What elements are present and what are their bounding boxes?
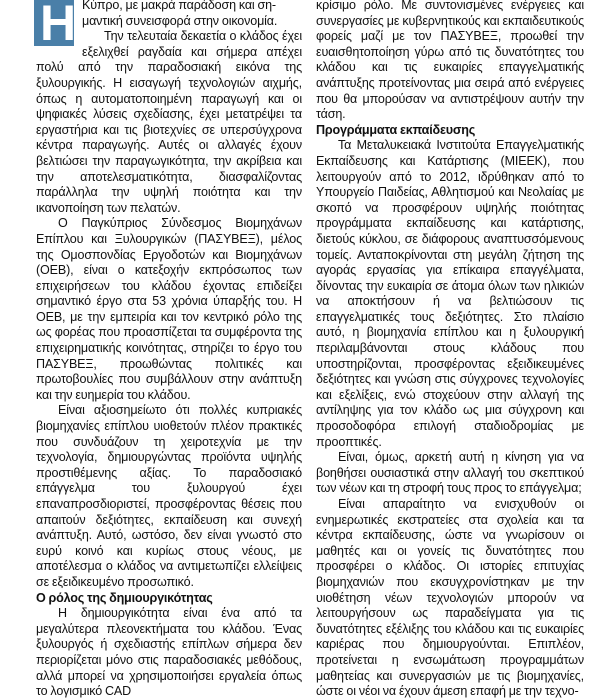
left-paragraph-4: Η δημιουργικότητα είναι ένα από τα μεγαλύτερα πλεονεκτήματα του κλάδου. Ένας ξυλουργός ή σχεδιαστής επίπλων σήμερα δεν περιορίζεται μόνο στις παραδοσιακές μεθόδους, αλλά μπορεί να χρησιμοποιήσει εργαλεία όπως το λογισμικό CAD	[36, 606, 302, 699]
section-heading-education: Προγράμματα εκπαίδευσης	[316, 122, 476, 137]
left-column	[36, 0, 302, 700]
right-paragraph-0: κρίσιμο ρόλο. Με συντονισμένες ενέργειες και συνεργασίες με κυβερνητικούς και εκπαιδευτικούς φορείς μαζί με τον ΠΑΣΥΒΕΞ, προωθεί την ευαισθητοποίηση γύρω από τις δυνατότητες του κλάδου και τις ευκαιρίες επαγγελματικής ανάπτυξης προτείνοντας μια σειρά από ενέργειες που θα μπορούσαν να αντιστρέψουν αυτήν την τάση.	[316, 0, 584, 122]
section-heading-creativity: Ο ρόλος της δημιουργικότητας	[36, 590, 213, 605]
intro-line-1: Κύπρο, με μακρά παράδοση και ση-	[82, 0, 276, 12]
intro-line-2: μαντική συνεισφορά στην οικονομία.	[82, 13, 278, 28]
right-column	[316, 0, 584, 700]
left-paragraph-3: Είναι αξιοσημείωτο ότι πολλές κυπριακές βιομηχανίες επίπλου υιοθετούν πλέον πρακτικές που συνδυάζουν τη χειροτεχνία με την τεχνολογία, δημιουργώντας προϊόντα υψηλής προστιθέμενης αξίας. Το παραδοσιακό επάγγελμα του ξυλουργού έχει επαναπροσδιοριστεί, προσφέροντας θέσεις που απαιτούν δεξιότητες, εκπαίδευση και συνεχή ανάπτυξη. Αυτό, ωστόσο, δεν είναι γνωστό στο ευρύ κοινό και κυρίως στους νέους, με αποτέλεσμα ο κλάδος να αντιμετωπίζει ελλείψεις σε εξειδικευμένο προσωπικό.	[36, 403, 302, 589]
left-paragraph-1: Την τελευταία δεκαετία ο κλάδος έχει εξελιχθεί ραγδαία και σήμερα απέχει πολύ από την παραδοσιακή εικόνα της ξυλουργικής. Η εισαγωγή τεχνολογιών αιχμής, όπως η αυτοματοποιημένη παραγωγή και οι ψηφιακές λύσεις σχεδίασης, έχει μετατρέψει τα εργαστήρια και τις βιοτεχνίες σε υπερσύγχρονα κέντρα παραγωγής. Αυτές οι αλλαγές έχουν βελτιώσει την παραγωγικότητα, την ακρίβεια και την αποτελεσματικότητα, διασφαλίζοντας παράλληλα την υψηλή ποιότητα και την ικανοποίηση των πελατών.	[36, 29, 302, 215]
drop-cap-letter: Η	[40, 0, 76, 51]
right-paragraph-2: Είναι, όμως, αρκετή αυτή η κίνηση για να βοηθήσει ουσιαστικά στην αλλαγή του σκεπτικού των νέων και τη στροφή τους προς το επάγγελμα;	[316, 450, 584, 496]
column-gutter	[304, 0, 305, 700]
left-paragraph-2: Ο Παγκύπριος Σύνδεσμος Βιομηχάνων Επίπλου και Ξυλουργικών (ΠΑΣΥΒΕΞ), μέλος της Ομοσπονδίας Εργοδοτών και Βιομηχάνων (ΟΕΒ), είναι ο κατεξοχήν εκπρόσωπος των επιχειρήσεων του κλάδου έχοντας επιδείξει σημαντικό έργο στα 53 χρόνια ύπαρξής του. Η ΟΕΒ, με την εμπειρία και τον κεντρικό ρόλο της ως φορέας που προασπίζεται τα συμφέροντα της επιχειρηματικής κοινότητας, στηρίζει το έργο του ΠΑΣΥΒΕΞ, προωθώντας πολιτικές και πρωτοβουλίες που συμβάλλουν στην ανάπτυξη και την ευημερία του κλάδου.	[36, 216, 302, 402]
right-paragraph-1: Τα Μεταλυκειακά Ινστιτούτα Επαγγελματικής Εκπαίδευσης και Κατάρτισης (ΜΙΕΕΚ), που λειτουργούν από το 2012, ιδρύθηκαν από το Υπουργείο Παιδείας, Αθλητισμού και Νεολαίας με σκοπό να προσφέρουν υψηλής ποιότητας προγράμματα εκπαίδευσης και κατάρτισης, διετούς κύκλου, σε διάφορους αναπτυσσόμενους τομείς. Ανταποκρίνονται στη μεγάλη ζήτηση της αγοράς εργασίας για επίκαιρα επαγγέλματα, δίνοντας την ευκαιρία σε άτομα όλων των ηλικιών να αποκτήσουν ή να βελτιώσουν τις επαγγελματικές τους δεξιότητες. Στο πλαίσιο αυτό, η βιομηχανία επίπλου και η ξυλουργική περιλαμβάνονται στους κλάδους που υποστηρίζονται, προσφέροντας εξειδικευμένες δεξιότητες και γνώση στις σύγχρονες τεχνολογίες και εξελίξεις, ενώ στοχεύουν στην αλλαγή της αντίληψης για τον κλάδο ως μια σύγχρονη και προσοδοφόρα επιλογή σταδιοδρομίας με προοπτικές.	[316, 138, 584, 449]
drop-cap	[34, 0, 76, 51]
right-paragraph-3: Είναι απαραίτητο να ενισχυθούν οι ενημερωτικές εκστρατείες στα σχολεία και τα κέντρα εκπαίδευσης, ώστε να γνωρίσουν οι μαθητές και οι γονείς τις δυνατότητες που προσφέρει ο κλάδος. Οι ιστορίες επιτυχίας βιομηχανιών που εκσυγχρονίστηκαν με την υιοθέτηση νέων τεχνολογιών μπορούν να λειτουργήσουν ως παραδείγματα για τις δυνατότητες εξέλιξης του κλάδου και τις ευκαιρίες καριέρας που δημιουργούνται. Επιπλέον, προτείνεται η ενσωμάτωση προγραμμάτων μαθητείας και συνεργασιών με τις βιομηχανίες, ώστε οι νέοι να έχουν άμεση επαφή με την τεχνο-	[316, 497, 584, 699]
